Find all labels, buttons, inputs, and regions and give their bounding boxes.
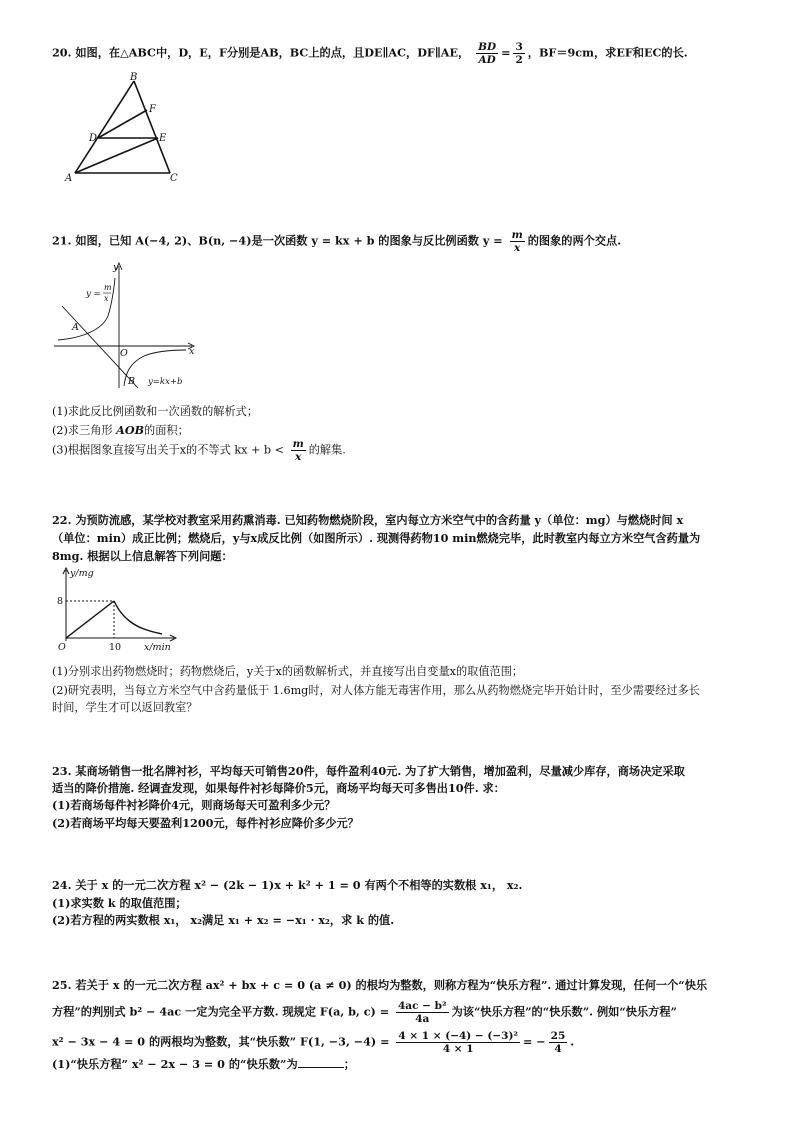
q21-y-label: y (113, 262, 119, 273)
q21-curve-num: m (104, 283, 112, 292)
q21-curve-label-prefix: y = (86, 289, 101, 299)
q20-fraction: $\frac{BD}{AD}$ (478, 41, 497, 66)
q22-part2b: 时间，学生才可以返回教室？ (52, 701, 198, 714)
q22-graph-figure (54, 566, 179, 656)
q20-segment-df (98, 110, 147, 138)
q24-part1: (1)求实数 k 的取值范围； (52, 896, 187, 910)
q22-linear-segment (66, 601, 114, 638)
q23-line2: 适当的降价措施. 经调查发现，如果每件衬衫每降价5元，商场平均每天可多售出10件. 求： (52, 781, 505, 795)
q20-label-a: A (65, 173, 73, 184)
q21-part3-fraction: $\frac{m}{x}$ (292, 438, 304, 463)
q25-line1: 25. 若关于 x 的一元二次方程 ax² + bx + c = 0 (a ≠ 0) 的根均为整数，则称方程为“快乐方程”. 通过计算发现，任何一个“快乐 (52, 978, 708, 992)
q23-part1: (1)若商场每件衬衫降价4元，则商场每天可盈利多少元？ (52, 798, 336, 812)
q22-inverse-curve (114, 601, 162, 634)
q25-result-fraction: $\frac{25}{4}$ (550, 1030, 566, 1055)
q25-example-fraction: $\frac{\text{4 × 1 × (−4) − (−3)²}}{4 \times 1}$ (398, 1030, 519, 1055)
q22-y-tick: 8 (57, 596, 64, 607)
q21-curve-den: x (104, 294, 109, 303)
q23-line1: 23. 某商场销售一批名牌衬衫，平均每天可销售20件，每件盈利40元. 为了扩大销售，增加盈利，尽量减少库存，商场决定采取 (52, 764, 685, 778)
q20-segment-ae (75, 138, 158, 173)
q21-line-label: y=kx+b (148, 377, 183, 387)
q22-x-tick: 10 (109, 642, 122, 653)
q21-graph-figure (52, 258, 202, 393)
q21-origin-label: O (120, 348, 128, 359)
q21-part2: (2)求三角形 AOB的面积； (52, 423, 189, 437)
q20-label-d: D (89, 133, 98, 144)
q25-line3: x² − 3x − 4 = 0 的两根均为整数，其“快乐数” F(1, −3, −4) = $\frac{\text{4 × 1 × (−4) − (−3)²}}{4 \times 1}$ = − $\frac{25}{4}$ . (52, 1030, 575, 1055)
q22-x-label: x/min (144, 642, 171, 653)
q21-point-a: A (72, 322, 79, 333)
q20-label-e: E (159, 133, 167, 144)
q22-line2: （单位：min）成正比例；燃烧后，y与x成反比例（如图所示）. 现测得药物10 min燃烧完毕，此时教室内每立方米空气含药量为 (52, 531, 701, 545)
q25-part1: (1)“快乐方程” x² − 2x − 3 = 0 的“快乐数”为 ； (52, 1057, 355, 1071)
q21-part3: (3)根据图象直接写出关于x的不等式 kx + b < $\frac{m}{x}$ 的解集. (52, 438, 346, 463)
q21-line (52, 229, 621, 254)
q21-fraction: $\frac{m}{x}$ (511, 229, 523, 254)
q20-text-b: ，BF＝9cm，求EF和EC的长. (527, 45, 688, 60)
q20-label-b: B (130, 72, 138, 83)
q20-side-ab (75, 81, 134, 173)
q23-part2: (2)若商场平均每天要盈利1200元，每件衬衫应降价多少元？ (52, 816, 359, 830)
q20-label-c: C (170, 173, 178, 184)
q24-part2: (2)若方程的两实数根 x₁， x₂满足 x₁ + x₂ = −x₁ · x₂，求 k 的值. (52, 913, 395, 927)
q21-part1: (1)求此反比例函数和一次函数的解析式； (52, 405, 259, 418)
q22-origin-label: O (58, 642, 66, 653)
q20-triangle-figure (60, 70, 190, 185)
q22-line1: 22. 为预防流感，某学校对教室采用药熏消毒. 已知药物燃烧阶段，室内每立方米空气中的含药量 y（单位：mg）与燃烧时间 x (52, 513, 684, 527)
q22-y-label: y/mg (70, 568, 94, 579)
q20-text-a: 20. 如图，在△ABC中，D，E，F分别是AB，BC上的点，且DE∥AC，DF∥AE， (52, 45, 470, 60)
q25-line2: 方程”的判别式 b² − 4ac 一定为完全平方数. 现规定 F(a, b, c) = $\frac{\text{4ac − b²}}{4a}$ 为该“快乐方程”的“快乐数”. 例如“快乐方程” (52, 1000, 677, 1025)
q21-x-label: x (189, 346, 195, 357)
q21-text-a: 21. 如图，已知 A(−4, 2)、B(n, −4)是一次函数 y = kx + b 的图象与反比例函数 y = (52, 233, 503, 248)
q22-part2a: (2)研究表明，当每立方米空气中含药量低于 1.6mg时，对人体方能无毒害作用，那么从药物燃烧完毕开始计时，至少需要经过多长 (52, 684, 700, 697)
q21-point-b: B (128, 376, 135, 387)
q20-label-f: F (149, 104, 156, 115)
q20-ratio: $\frac{3}{2}$ (515, 41, 523, 66)
q25-f-fraction: $\frac{\text{4ac − b²}}{4a}$ (398, 1000, 447, 1025)
q21-text-b: 的图象的两个交点. (527, 233, 622, 248)
q20-line: 20. 如图，在△ABC中，D，E，F分别是AB，BC上的点，且DE∥AC，DF∥AE， $\frac{BD}{AD}$ = $\frac{3}{2}$ ，BF＝9cm，求EF和EC的长. (52, 41, 688, 66)
q20-side-bc (134, 81, 170, 173)
q22-line3: 8mg. 根据以上信息解答下列问题： (52, 549, 233, 563)
q22-part1: (1)分别求出药物燃烧时；药物燃烧后，y关于x的函数解析式，并直接写出自变量x的取值范围； (52, 665, 524, 678)
q24-line1: 24. 关于 x 的一元二次方程 x² − (2k − 1)x + k² + 1 = 0 有两个不相等的实数根 x₁， x₂. (52, 878, 523, 892)
q25-answer-blank (298, 1056, 344, 1068)
